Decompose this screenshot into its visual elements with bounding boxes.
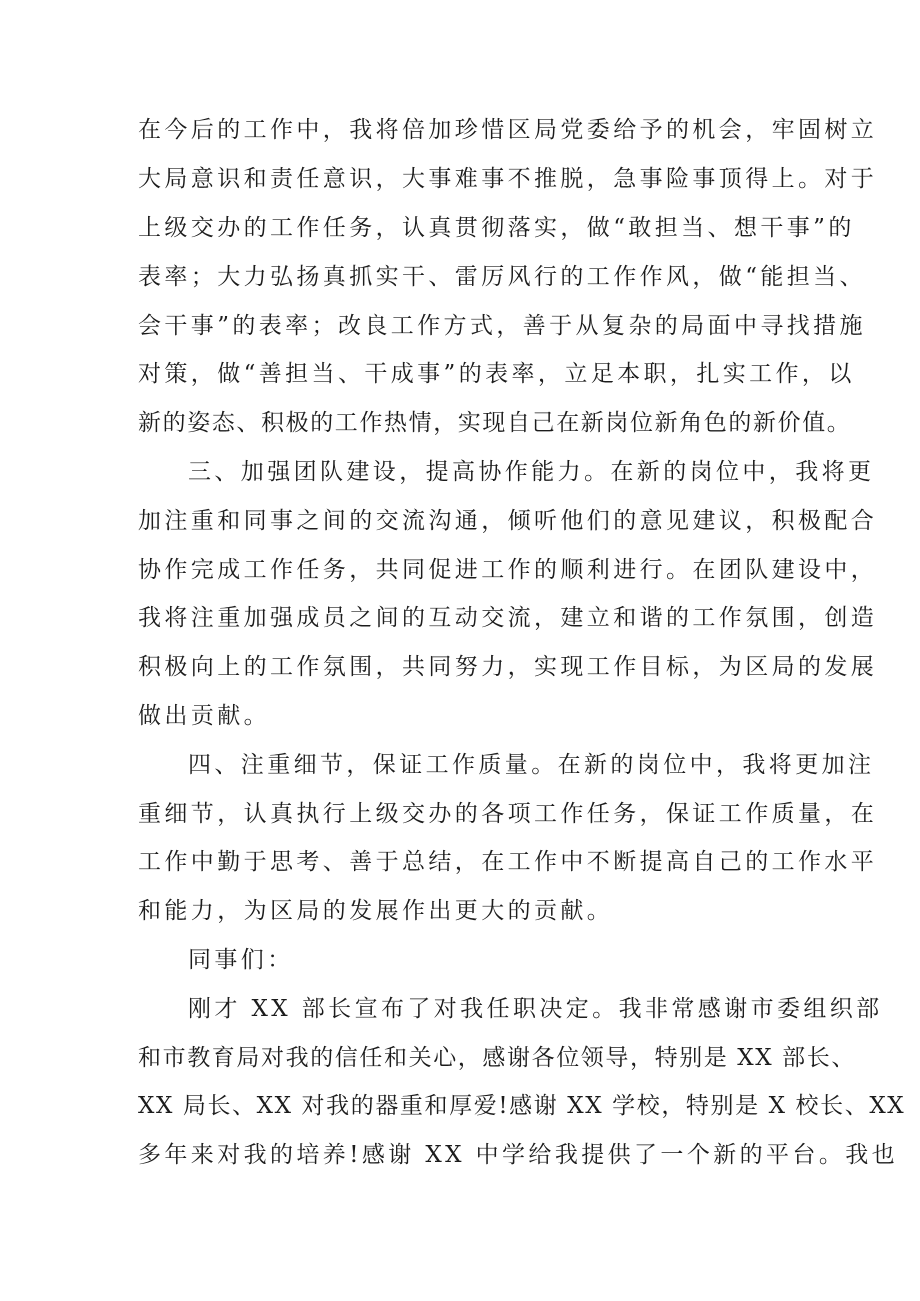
text-line: 在今后的工作中，我将倍加珍惜区局党委给予的机会，牢固树立: [138, 117, 878, 143]
paragraph-heading-3: 三、加强团队建设，提高协作能力。在新的岗位中，我将更: [188, 459, 875, 485]
text-line: 刚才 XX 部长宣布了对我任职决定。我非常感谢市委组织部: [188, 996, 883, 1022]
text-line: XX 局长、XX 对我的器重和厚爱!感谢 XX 学校，特别是 X 校长、XX: [138, 1093, 906, 1119]
text-line: 重细节，认真执行上级交办的各项工作任务，保证工作质量，在: [138, 801, 878, 827]
text-line: 对策，做“善担当、干成事”的表率，立足本职，扎实工作，以: [138, 361, 855, 387]
text-line: 会干事”的表率；改良工作方式，善于从复杂的局面中寻找措施: [138, 313, 866, 339]
text-line: 表率；大力弘扬真抓实干、雷厉风行的工作作风，做“能担当、: [138, 264, 866, 290]
paragraph-heading-4: 四、注重细节，保证工作质量。在新的岗位中，我将更加注: [188, 752, 875, 778]
text-line: 新的姿态、积极的工作热情，实现自己在新岗位新角色的新价值。: [138, 410, 852, 436]
text-line: 加注重和同事之间的交流沟通，倾听他们的意见建议，积极配合: [138, 508, 878, 534]
text-line: 和市教育局对我的信任和关心，感谢各位领导，特别是 XX 部长、: [138, 1045, 856, 1071]
text-line: 我将注重加强成员之间的互动交流，建立和谐的工作氛围，创造: [138, 605, 878, 631]
text-line: 大局意识和责任意识，大事难事不推脱，急事险事顶得上。对于: [138, 166, 878, 192]
text-line: 多年来对我的培养!感谢 XX 中学给我提供了一个新的平台。我也: [138, 1142, 899, 1168]
text-line: 做出贡献。: [138, 703, 270, 729]
text-line: 协作完成工作任务，共同促进工作的顺利进行。在团队建设中，: [138, 557, 878, 583]
text-line: 和能力，为区局的发展作出更大的贡献。: [138, 898, 614, 924]
text-line: 积极向上的工作氛围，共同努力，实现工作目标，为区局的发展: [138, 654, 878, 680]
text-line: 工作中勤于思考、善于总结，在工作中不断提高自己的工作水平: [138, 849, 878, 875]
text-line: 上级交办的工作任务，认真贯彻落实，做“敢担当、想干事”的: [138, 215, 855, 241]
salutation: 同事们：: [188, 947, 294, 973]
